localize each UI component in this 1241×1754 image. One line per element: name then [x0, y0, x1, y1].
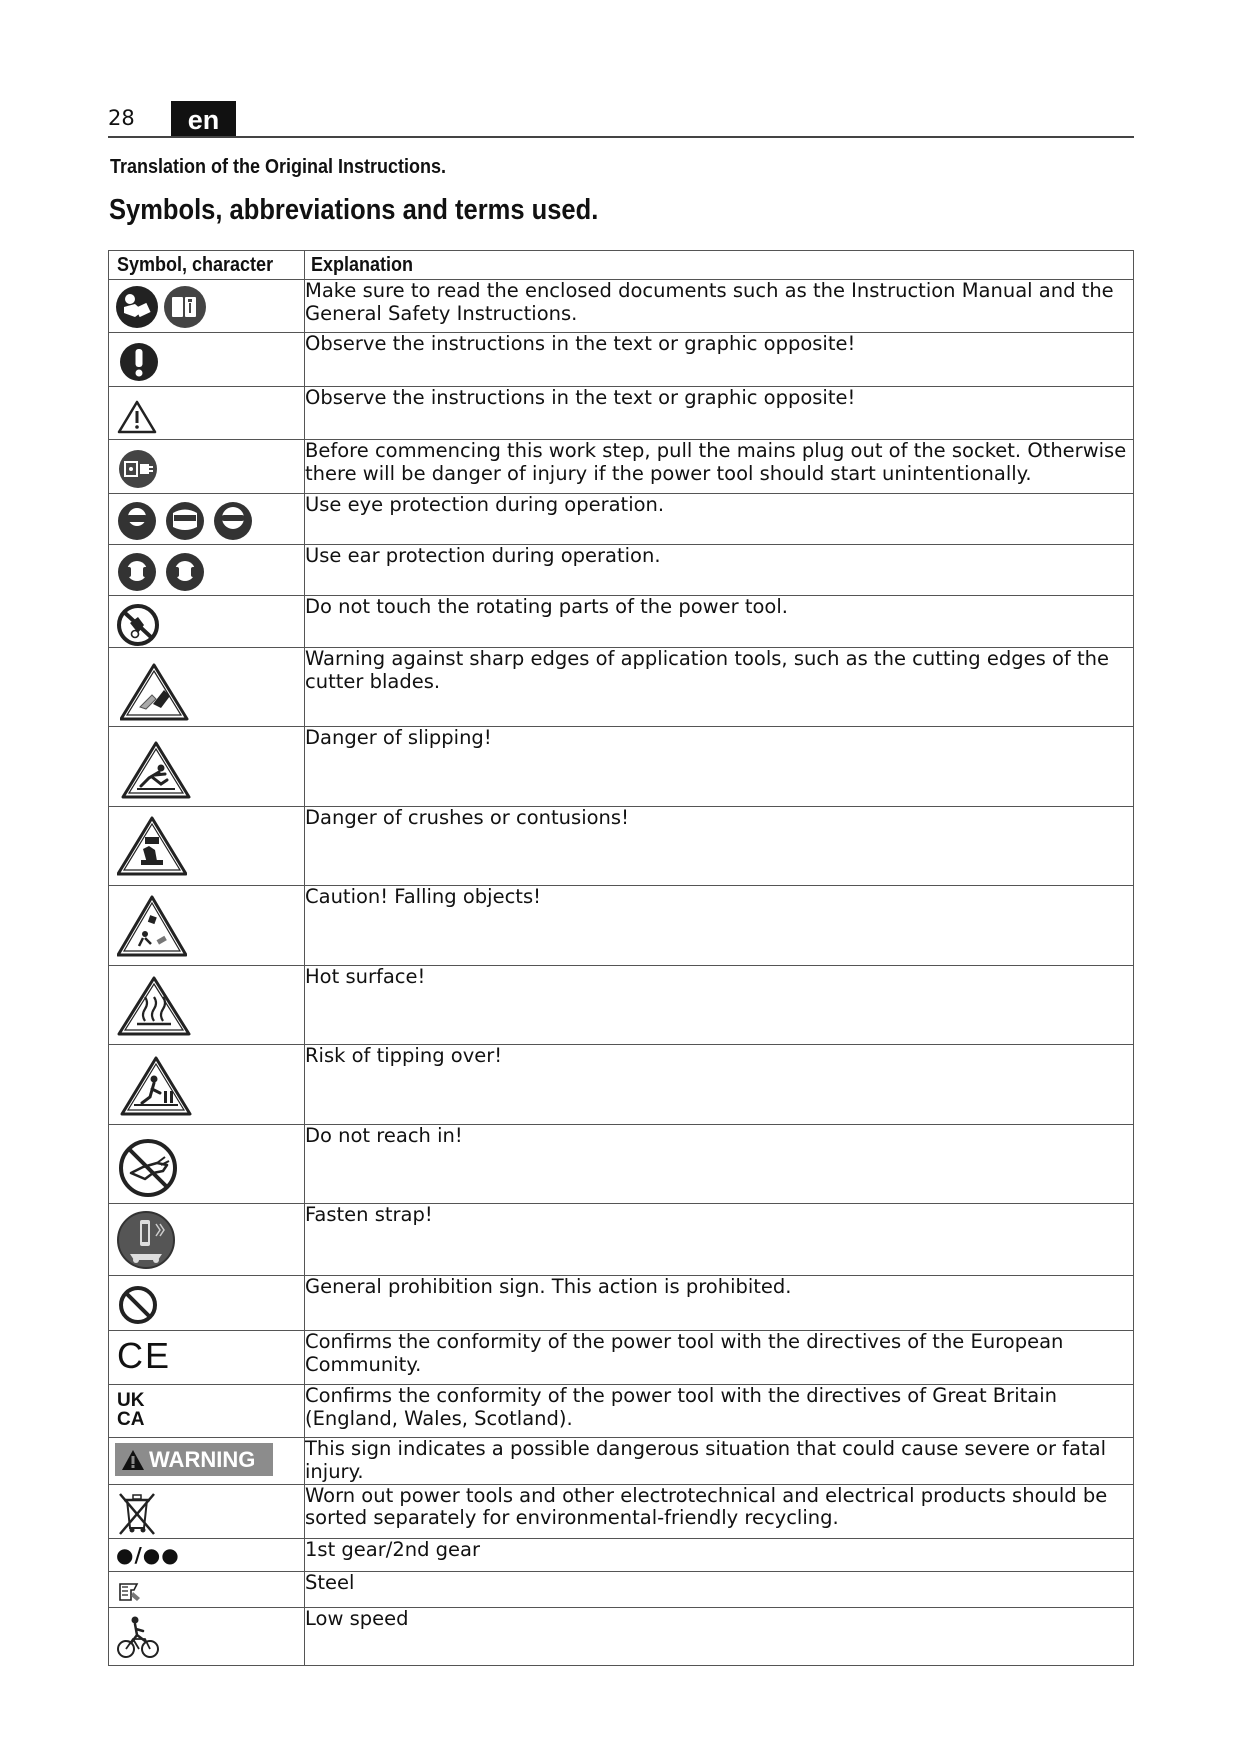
- explanation-text: Observe the instructions in the text or graphic opposite!: [305, 333, 1134, 387]
- symbol-cell: [109, 1045, 305, 1125]
- falling-objects-icon: [117, 894, 187, 958]
- table-row: [109, 1484, 1134, 1538]
- symbol-cell: [109, 1571, 305, 1607]
- table-row: [109, 1607, 1134, 1665]
- prohibition-icon: [117, 1284, 159, 1326]
- header-symbol-cell: [109, 251, 305, 280]
- symbol-cell: [109, 966, 305, 1045]
- table-row: [109, 966, 1134, 1045]
- table-row: [109, 1571, 1134, 1607]
- table-row: [109, 807, 1134, 886]
- header-rule: [108, 136, 1134, 138]
- explanation-text: Hot surface!: [305, 966, 1134, 1045]
- sharp-edges-icon: [120, 662, 190, 722]
- symbol-cell: [109, 494, 305, 545]
- symbol-cell: [109, 886, 305, 966]
- explanation-text: Danger of crushes or contusions!: [305, 807, 1134, 886]
- header-explanation-cell: [305, 251, 1134, 280]
- explanation-text: Do not reach in!: [305, 1125, 1134, 1204]
- no-reach-in-icon: [117, 1137, 179, 1199]
- table-row: [109, 333, 1134, 387]
- explanation-text: Warning against sharp edges of application tools, such as the cutting edges of the cutter blades.: [305, 648, 1134, 727]
- explanation-text: Low speed: [305, 1607, 1134, 1665]
- explanation-text: Before commencing this work step, pull the mains plug out of the socket. Otherwise there will be danger of injury if the power tool should start unintentionally.: [305, 440, 1134, 494]
- hot-surface-icon: [117, 975, 191, 1037]
- ear-protection-icon: [117, 551, 217, 593]
- table-row: [109, 387, 1134, 440]
- ukca-mark-icon: [117, 1391, 144, 1429]
- table-row: [109, 1204, 1134, 1276]
- symbol-cell: [109, 1607, 305, 1665]
- table-row: [109, 727, 1134, 807]
- table-row: [109, 596, 1134, 648]
- fasten-strap-icon: [116, 1210, 176, 1270]
- explanation-text: Use eye protection during operation.: [305, 494, 1134, 545]
- symbol-cell: [109, 1204, 305, 1276]
- symbol-cell: [109, 807, 305, 886]
- symbol-cell: [109, 1385, 305, 1438]
- table-row: [109, 1276, 1134, 1331]
- crush-icon: [117, 815, 187, 877]
- symbol-cell: [109, 1125, 305, 1204]
- unplug-icon: [118, 449, 158, 489]
- explanation-text: Risk of tipping over!: [305, 1045, 1134, 1125]
- explanation-text: 1st gear/2nd gear: [305, 1538, 1134, 1571]
- symbol-cell: [109, 280, 305, 333]
- table-row: [109, 1045, 1134, 1125]
- symbol-cell: [109, 596, 305, 648]
- symbol-cell: [109, 1331, 305, 1385]
- symbols-table: [108, 250, 1134, 1666]
- header-symbol: Symbol, character: [117, 254, 274, 276]
- no-touch-rotating-icon: [116, 603, 160, 647]
- warning-triangle-icon: [116, 399, 158, 435]
- read-documents-icon: [115, 285, 215, 329]
- explanation-text: Confirms the conformity of the power tool with the directives of Great Britain (England, Wales, Scotland).: [305, 1385, 1134, 1438]
- symbol-cell: [109, 1438, 305, 1485]
- explanation-text: Caution! Falling objects!: [305, 886, 1134, 966]
- tipping-icon: [120, 1055, 192, 1117]
- mandatory-exclamation-icon: [119, 341, 159, 383]
- explanation-text: This sign indicates a possible dangerous situation that could cause severe or fatal injury.: [305, 1438, 1134, 1485]
- explanation-text: General prohibition sign. This action is prohibited.: [305, 1276, 1134, 1331]
- warning-label-text: WARNING: [149, 1447, 256, 1472]
- table-row: [109, 440, 1134, 494]
- table-row: [109, 1385, 1134, 1438]
- ukca-line-1: UK: [117, 1390, 145, 1411]
- symbol-cell: [109, 648, 305, 727]
- ce-mark-icon: CE: [117, 1335, 172, 1376]
- weee-bin-icon: [115, 1490, 159, 1536]
- explanation-text: Use ear protection during operation.: [305, 545, 1134, 596]
- symbol-cell: [109, 1538, 305, 1571]
- symbol-cell: [109, 727, 305, 807]
- symbol-cell: [109, 440, 305, 494]
- explanation-text: Confirms the conformity of the power tool with the directives of the European Community.: [305, 1331, 1134, 1385]
- symbol-cell: [109, 1484, 305, 1538]
- explanation-text: Do not touch the rotating parts of the power tool.: [305, 596, 1134, 648]
- table-row: [109, 545, 1134, 596]
- symbol-cell: [109, 387, 305, 440]
- table-row: [109, 1438, 1134, 1485]
- page-number: 28: [108, 106, 135, 130]
- symbol-cell: [109, 545, 305, 596]
- slipping-icon: [121, 740, 191, 800]
- header-explanation: Explanation: [311, 254, 414, 276]
- symbol-cell: [109, 1276, 305, 1331]
- explanation-text: Fasten strap!: [305, 1204, 1134, 1276]
- table-header-row: [109, 251, 1134, 280]
- table-row: [109, 886, 1134, 966]
- symbol-cell: [109, 333, 305, 387]
- table-row: [109, 1538, 1134, 1571]
- table-row: [109, 1331, 1134, 1385]
- warning-triangle-small-icon: [121, 1449, 145, 1471]
- explanation-text: Observe the instructions in the text or graphic opposite!: [305, 387, 1134, 440]
- language-tag: en: [171, 101, 236, 137]
- page-title: Symbols, abbreviations and terms used.: [109, 194, 599, 226]
- table-row: [109, 494, 1134, 545]
- explanation-text: Danger of slipping!: [305, 727, 1134, 807]
- explanation-text: Make sure to read the enclosed documents such as the Instruction Manual and the General Safety Instructions.: [305, 280, 1134, 333]
- eye-protection-icon: [117, 500, 267, 542]
- warning-label-icon: [115, 1443, 273, 1476]
- ukca-line-2: CA: [117, 1409, 145, 1430]
- gear-dots-icon: ●/●●: [116, 1542, 180, 1567]
- document-subtitle: Translation of the Original Instructions.: [110, 156, 447, 178]
- table-row: [109, 280, 1134, 333]
- table-row: [109, 648, 1134, 727]
- explanation-text: Steel: [305, 1571, 1134, 1607]
- steel-icon: [117, 1578, 143, 1604]
- table-row: [109, 1125, 1134, 1204]
- low-speed-icon: [115, 1615, 163, 1661]
- explanation-text: Worn out power tools and other electrotechnical and electrical products should be sorted separately for environmental-friendly recycling.: [305, 1484, 1134, 1538]
